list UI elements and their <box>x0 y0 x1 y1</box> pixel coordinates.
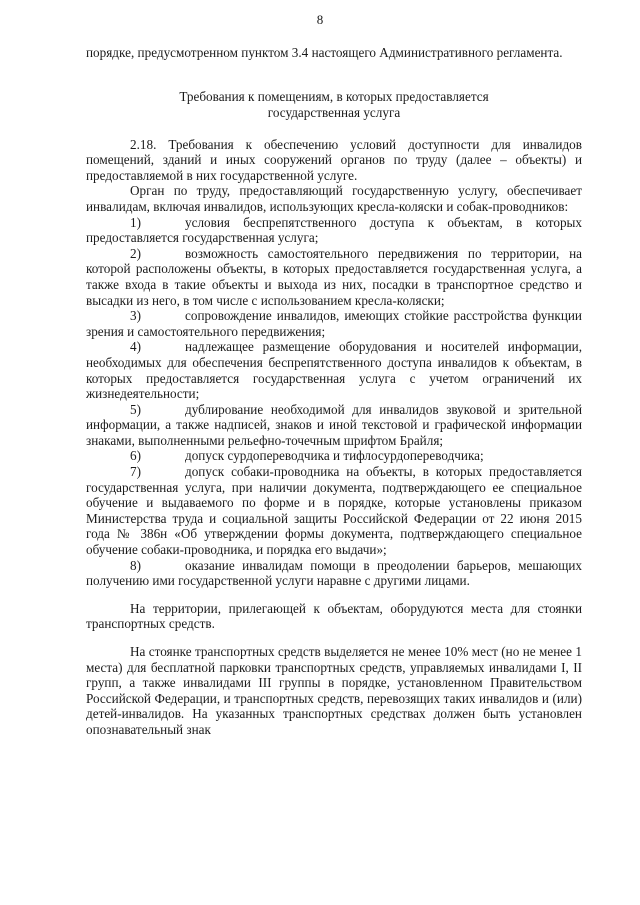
section-heading-line-1: Требования к помещениям, в которых предоставляется <box>179 88 489 104</box>
list-item-text: условия беспрепятственного доступа к объектам, в которых предоставляется государственная услуга; <box>86 214 582 246</box>
section-heading-line-2: государственная услуга <box>267 104 401 120</box>
list-item <box>86 402 582 449</box>
list-item <box>86 558 582 589</box>
organ-paragraph: Орган по труду, предоставляющий государственную услугу, обеспечивает инвалидам, включая инвалидов, использующих кресла-коляски и собак-проводников: <box>86 183 582 214</box>
section-heading <box>86 89 582 121</box>
list-item-text: допуск собаки-проводника на объекты, в которых предоставляется государственная услуга, при наличии документа, подтверждающего ее специальное обучение и выдаваемого по форме и в порядке, которые установлены приказом Министерства труда и социальной защиты Российской Федерации от 22 июня 2015 года № 386н «Об утверждении формы документа, подтверждающего специальное обучение собаки-проводника, и порядка его выдачи»; <box>86 464 582 558</box>
territory-paragraph: На территории, прилегающей к объектам, оборудуются места для стоянки транспортных средств. <box>86 600 582 632</box>
list-item-text: дублирование необходимой для инвалидов звуковой и зрительной информации, а также надписей, знаков и иной текстовой и графической информации знаками, выполненными рельефно-точечным шрифтом Брайля; <box>86 401 582 448</box>
list-item-text: надлежащее размещение оборудования и носителей информации, необходимых для обеспечения беспрепятственного доступа инвалидов к объектам, в которых предоставляется государственная услуга с учетом ограничений их жизнедеятельности; <box>86 339 582 402</box>
list-item <box>86 308 582 339</box>
list-item <box>86 215 582 246</box>
list-item-text: допуск сурдопереводчика и тифлосурдопереводчика; <box>185 448 484 464</box>
list-item-number: 3) <box>130 308 141 324</box>
list-item-number: 6) <box>130 448 141 464</box>
list-item-text: сопровождение инвалидов, имеющих стойкие расстройства функции зрения и самостоятельного передвижения; <box>86 308 582 339</box>
page-number: 8 <box>316 12 324 27</box>
list-item-number: 1) <box>130 214 141 230</box>
list-item <box>86 448 582 464</box>
list-item <box>86 464 582 558</box>
list-item-number: 4) <box>130 339 141 355</box>
list-item <box>86 246 582 308</box>
list-item-number: 7) <box>130 464 141 480</box>
intro-paragraph: порядке, предусмотренном пунктом 3.4 настоящего Административного регламента. <box>86 45 563 60</box>
paragraph-2-18: 2.18. Требования к обеспечению условий доступности для инвалидов помещений, зданий и иных сооружений органов по труду (далее – объекты) и предоставляемой в них государственной услуге. <box>86 136 582 183</box>
list-item-number: 8) <box>130 557 141 573</box>
parking-paragraph: На стоянке транспортных средств выделяется не менее 10% мест (но не менее 1 места) для бесплатной парковки транспортных средств, управляемых инвалидами I, II групп, а также инвалидами III группы в порядке, установленном Правительством Российской Федерации, и транспортных средств, перевозящих таких инвалидов и (или) детей-инвалидов. На указанных транспортных средствах должен быть установлен опознавательный знак <box>86 644 582 737</box>
list-item-number: 5) <box>130 401 141 417</box>
document-body <box>86 45 582 738</box>
list-item-number: 2) <box>130 245 141 261</box>
list-item-text: оказание инвалидам помощи в преодолении барьеров, мешающих получению ими государственной услуги наравне с другими лицами. <box>86 557 582 589</box>
list-item-text: возможность самостоятельного передвижения по территории, на которой расположены объекты, в которых предоставляется государственная услуга, а также входа в такие объекты и выхода из них, посадки в транспортное средство и высадки из него, в том числе с использованием кресла-коляски; <box>86 245 582 308</box>
list-item <box>86 339 582 401</box>
